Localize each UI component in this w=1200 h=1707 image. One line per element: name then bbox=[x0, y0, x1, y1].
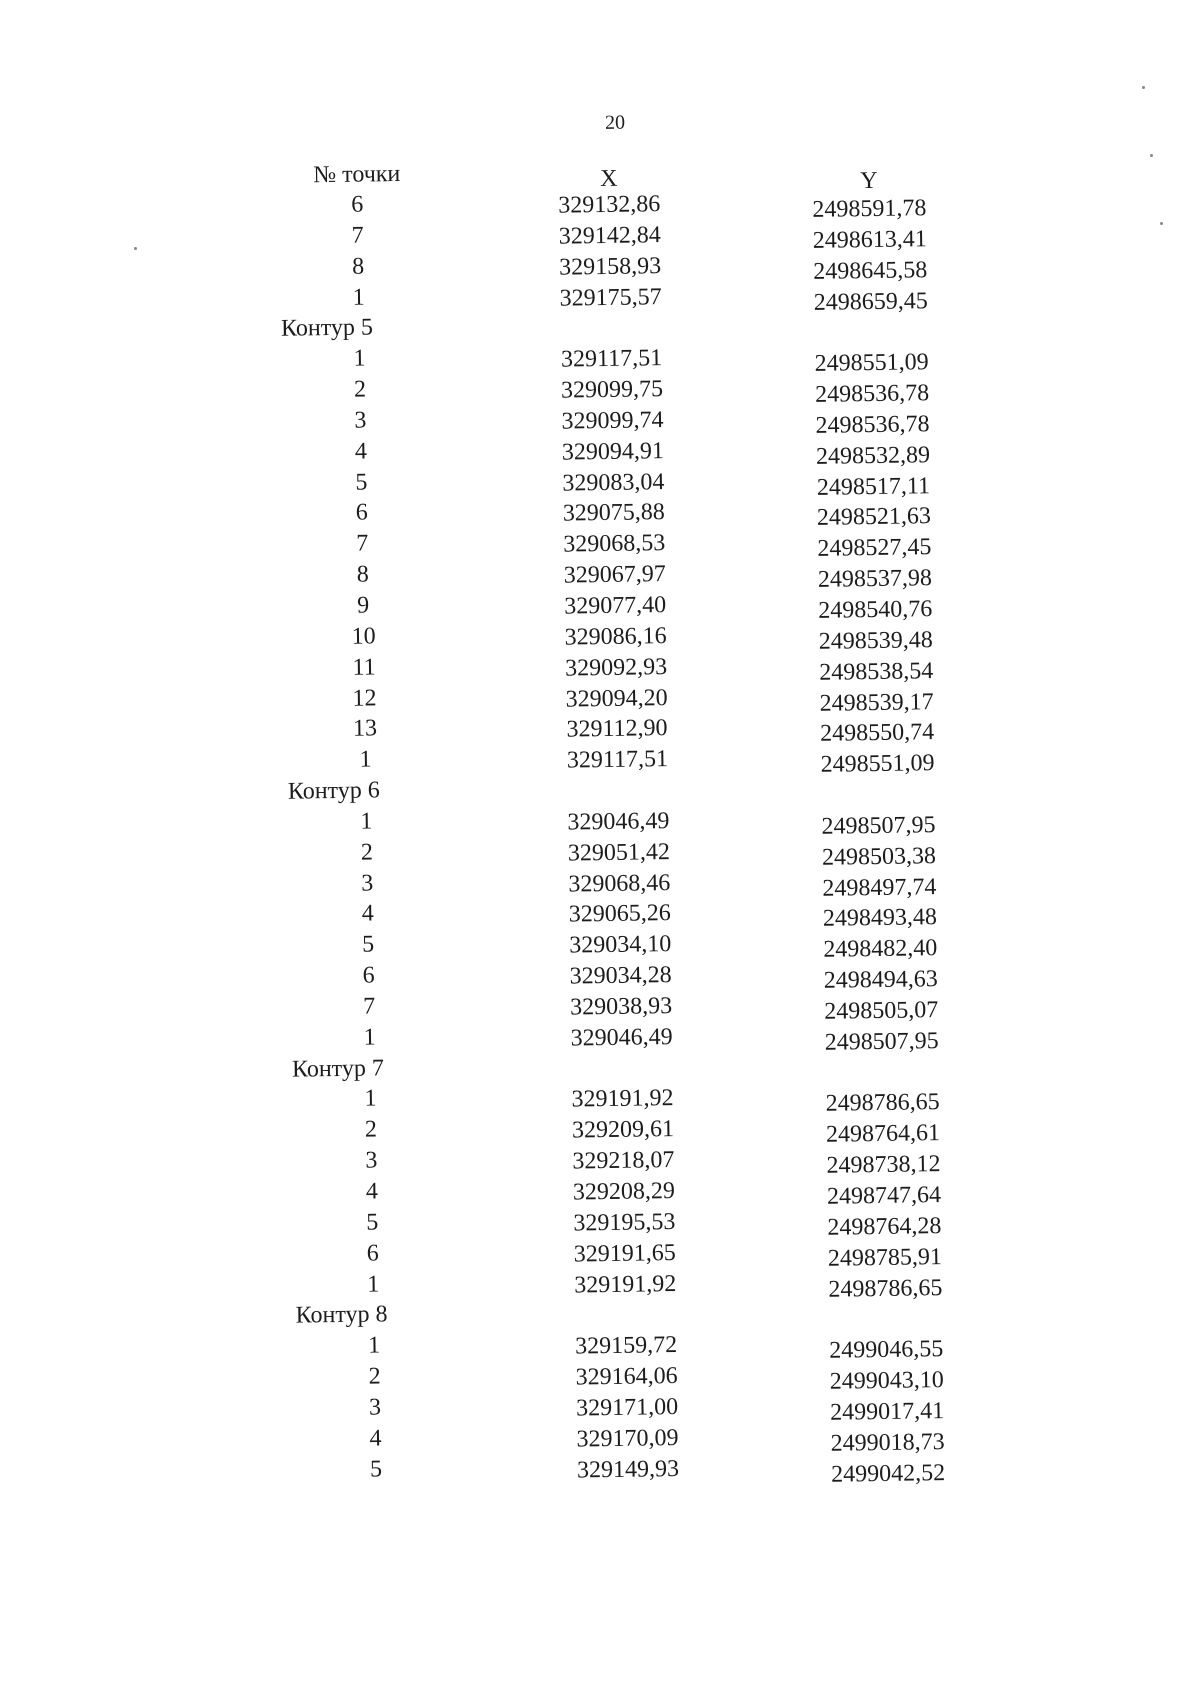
y-coordinate: 2498497,74 bbox=[822, 873, 937, 902]
y-coordinate: 2498539,17 bbox=[819, 688, 934, 717]
y-coordinate: 2498539,48 bbox=[818, 626, 933, 655]
x-coordinate: 329191,65 bbox=[573, 1239, 677, 1268]
x-coordinate: 329149,93 bbox=[576, 1455, 680, 1484]
y-coordinate: 2499018,73 bbox=[830, 1428, 945, 1457]
point-number: 8 bbox=[356, 561, 369, 588]
y-coordinate: 2499017,41 bbox=[830, 1397, 945, 1426]
x-coordinate: 329075,88 bbox=[562, 499, 666, 528]
contour-label: Контур 8 bbox=[295, 1301, 388, 1330]
y-coordinate: 2498505,07 bbox=[824, 997, 939, 1025]
y-coordinate: 2498747,64 bbox=[826, 1182, 942, 1210]
point-number: 7 bbox=[356, 530, 369, 557]
scan-speck bbox=[134, 247, 137, 250]
x-coordinate: 329094,91 bbox=[561, 437, 665, 466]
point-number: 2 bbox=[360, 839, 374, 866]
y-coordinate: 2498482,40 bbox=[823, 935, 938, 964]
point-number: 8 bbox=[351, 253, 365, 280]
point-number: 5 bbox=[369, 1455, 383, 1483]
y-coordinate: 2498550,74 bbox=[819, 719, 935, 748]
point-number: 6 bbox=[355, 499, 368, 527]
y-coordinate: 2498532,89 bbox=[815, 441, 931, 470]
point-number: 1 bbox=[360, 808, 373, 835]
y-coordinate: 2498785,91 bbox=[827, 1243, 943, 1272]
x-coordinate: 329083,04 bbox=[562, 468, 665, 497]
point-number: 5 bbox=[366, 1209, 379, 1236]
point-number: 1 bbox=[352, 284, 365, 311]
column-header-y: Y bbox=[860, 167, 878, 195]
y-coordinate: 2498645,58 bbox=[813, 256, 928, 285]
x-coordinate: 329034,28 bbox=[569, 962, 672, 990]
y-coordinate: 2498537,98 bbox=[817, 565, 933, 593]
y-coordinate: 2498591,78 bbox=[812, 195, 927, 223]
point-number: 6 bbox=[351, 191, 364, 218]
x-coordinate: 329038,93 bbox=[569, 992, 673, 1021]
point-number: 9 bbox=[356, 592, 370, 619]
x-coordinate: 329132,86 bbox=[558, 191, 661, 219]
x-coordinate: 329170,09 bbox=[576, 1424, 679, 1453]
y-coordinate: 2498536,78 bbox=[815, 411, 930, 439]
x-coordinate: 329068,53 bbox=[563, 530, 666, 558]
point-number: 1 bbox=[364, 1085, 377, 1113]
x-coordinate: 329099,74 bbox=[561, 406, 664, 435]
scan-speck bbox=[1142, 86, 1145, 89]
y-coordinate: 2498786,65 bbox=[825, 1089, 940, 1118]
y-coordinate: 2498507,95 bbox=[824, 1027, 939, 1056]
y-coordinate: 2498540,76 bbox=[818, 596, 933, 624]
point-number: 3 bbox=[361, 870, 374, 897]
x-coordinate: 329065,26 bbox=[568, 900, 671, 928]
y-coordinate: 2498493,48 bbox=[822, 904, 938, 933]
y-coordinate: 2498538,54 bbox=[819, 657, 934, 686]
point-number: 11 bbox=[352, 654, 376, 681]
point-number: 1 bbox=[359, 746, 372, 773]
point-number: 2 bbox=[368, 1363, 381, 1390]
point-number: 4 bbox=[354, 438, 368, 465]
x-coordinate: 329218,07 bbox=[572, 1147, 675, 1175]
x-coordinate: 329171,00 bbox=[575, 1393, 679, 1422]
point-number: 5 bbox=[355, 469, 368, 496]
point-number: 2 bbox=[353, 376, 367, 403]
point-number: 5 bbox=[362, 931, 375, 958]
y-coordinate: 2499043,10 bbox=[829, 1367, 944, 1395]
point-number: 7 bbox=[362, 993, 376, 1020]
y-coordinate: 2498527,45 bbox=[817, 534, 932, 563]
point-number: 4 bbox=[369, 1425, 382, 1452]
x-coordinate: 329164,06 bbox=[575, 1363, 678, 1391]
x-coordinate: 329092,93 bbox=[564, 653, 668, 682]
x-coordinate: 329117,51 bbox=[566, 746, 669, 774]
point-number: 3 bbox=[368, 1394, 382, 1421]
y-coordinate: 2499042,52 bbox=[830, 1459, 946, 1488]
point-number: 4 bbox=[361, 900, 374, 928]
point-number: 13 bbox=[352, 715, 378, 743]
y-coordinate: 2498521,63 bbox=[816, 503, 932, 532]
x-coordinate: 329086,16 bbox=[564, 622, 667, 651]
point-number: 1 bbox=[363, 1024, 376, 1051]
y-coordinate: 2498551,09 bbox=[820, 750, 935, 778]
contour-label: Контур 6 bbox=[287, 777, 380, 805]
x-coordinate: 329051,42 bbox=[567, 838, 671, 867]
x-coordinate: 329112,90 bbox=[566, 715, 668, 743]
x-coordinate: 329099,75 bbox=[560, 376, 664, 404]
point-number: 1 bbox=[353, 345, 366, 372]
x-coordinate: 329142,84 bbox=[558, 221, 661, 250]
x-coordinate: 329209,61 bbox=[571, 1116, 675, 1144]
x-coordinate: 329191,92 bbox=[574, 1270, 677, 1299]
y-coordinate: 2498503,38 bbox=[821, 842, 937, 871]
y-coordinate: 2498738,12 bbox=[826, 1151, 941, 1179]
point-number: 1 bbox=[367, 1332, 381, 1359]
x-coordinate: 329208,29 bbox=[572, 1178, 676, 1206]
point-number: 1 bbox=[367, 1270, 380, 1298]
y-coordinate: 2498494,63 bbox=[823, 966, 938, 994]
y-coordinate: 2499046,55 bbox=[829, 1336, 944, 1364]
x-coordinate: 329034,10 bbox=[569, 931, 672, 959]
x-coordinate: 329175,57 bbox=[559, 283, 662, 312]
y-coordinate: 2498551,09 bbox=[814, 349, 929, 378]
point-number: 10 bbox=[351, 623, 376, 650]
point-number: 7 bbox=[351, 222, 364, 249]
x-coordinate: 329077,40 bbox=[564, 592, 667, 620]
point-number: 12 bbox=[352, 684, 377, 712]
point-number: 2 bbox=[364, 1116, 378, 1143]
page-number: 20 bbox=[604, 111, 626, 134]
coordinates-table bbox=[1, 179, 1200, 1492]
scan-speck bbox=[1160, 222, 1163, 225]
y-coordinate: 2498536,78 bbox=[814, 380, 930, 408]
x-coordinate: 329159,72 bbox=[575, 1332, 678, 1360]
point-number: 6 bbox=[362, 962, 375, 989]
y-coordinate: 2498786,65 bbox=[828, 1274, 943, 1303]
point-number: 3 bbox=[365, 1147, 378, 1174]
x-coordinate: 329067,97 bbox=[563, 561, 666, 589]
x-coordinate: 329046,49 bbox=[567, 807, 670, 836]
x-coordinate: 329046,49 bbox=[570, 1023, 673, 1052]
y-coordinate: 2498613,41 bbox=[812, 226, 927, 254]
y-coordinate: 2498764,28 bbox=[827, 1212, 942, 1241]
x-coordinate: 329191,92 bbox=[571, 1085, 674, 1113]
x-coordinate: 329094,20 bbox=[565, 684, 668, 713]
x-coordinate: 329117,51 bbox=[560, 345, 663, 373]
x-coordinate: 329158,93 bbox=[558, 252, 662, 281]
point-number: 6 bbox=[366, 1240, 379, 1267]
y-coordinate: 2498507,95 bbox=[821, 811, 936, 840]
column-header-x: X bbox=[600, 165, 618, 193]
x-coordinate: 329068,46 bbox=[568, 869, 671, 898]
column-header-point-number: № точки bbox=[313, 160, 401, 189]
point-number: 3 bbox=[354, 407, 367, 434]
contour-label: Контур 7 bbox=[291, 1054, 385, 1083]
x-coordinate: 329195,53 bbox=[573, 1208, 676, 1237]
scan-speck bbox=[1150, 154, 1153, 157]
y-coordinate: 2498517,11 bbox=[816, 472, 931, 501]
point-number: 4 bbox=[365, 1178, 379, 1205]
y-coordinate: 2498764,61 bbox=[825, 1120, 941, 1149]
contour-label: Контур 5 bbox=[280, 314, 374, 343]
y-coordinate: 2498659,45 bbox=[813, 287, 928, 316]
